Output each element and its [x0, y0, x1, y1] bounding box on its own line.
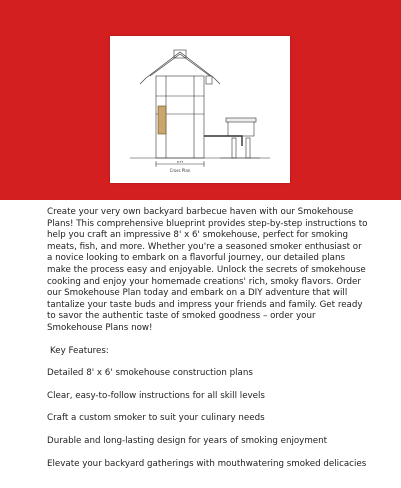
key-features-heading: Key Features:	[50, 345, 109, 356]
feature-item: Durable and long-lasting design for years of smoking enjoyment	[47, 435, 328, 446]
hero-banner	[0, 0, 401, 200]
smokehouse-blueprint-image	[110, 36, 290, 183]
feature-item: Elevate your backyard gatherings with mouthwatering smoked delicacies	[47, 458, 367, 469]
feature-item: Detailed 8' x 6' smokehouse construction plans	[47, 368, 253, 379]
feature-item: Craft a custom smoker to suit your culinary needs	[47, 413, 265, 424]
blueprint-dimension: 8 FT	[176, 160, 184, 164]
intro-paragraph: Create your very own backyard barbecue haven with our Smokehouse Plans! This comprehensive blueprint provides step-by-step instructions to help you craft an impressive 8' x 6' smokehouse, perfect for smoking meats, fish, and more. Whether you're a seasoned smoker enthusiast or a novice looking to embark on a flavorful journey, our detailed plans make the process easy and enjoyable. Unlock the secrets of smokehouse cooking and enjoy your homemade creations' rich, smoky flavors. Order our Smokehouse Plan today and embark on a DIY adventure that will tantalize your taste buds and impress your friends and family. Get ready to savor the authentic taste of smoked goodness – order your Smokehouse Plans now!	[47, 207, 368, 333]
blueprint-drawing	[110, 36, 290, 183]
blueprint-label: Cross Plan	[169, 168, 191, 173]
feature-item: Clear, easy-to-follow instructions for all skill levels	[47, 390, 265, 401]
product-description	[47, 207, 369, 470]
